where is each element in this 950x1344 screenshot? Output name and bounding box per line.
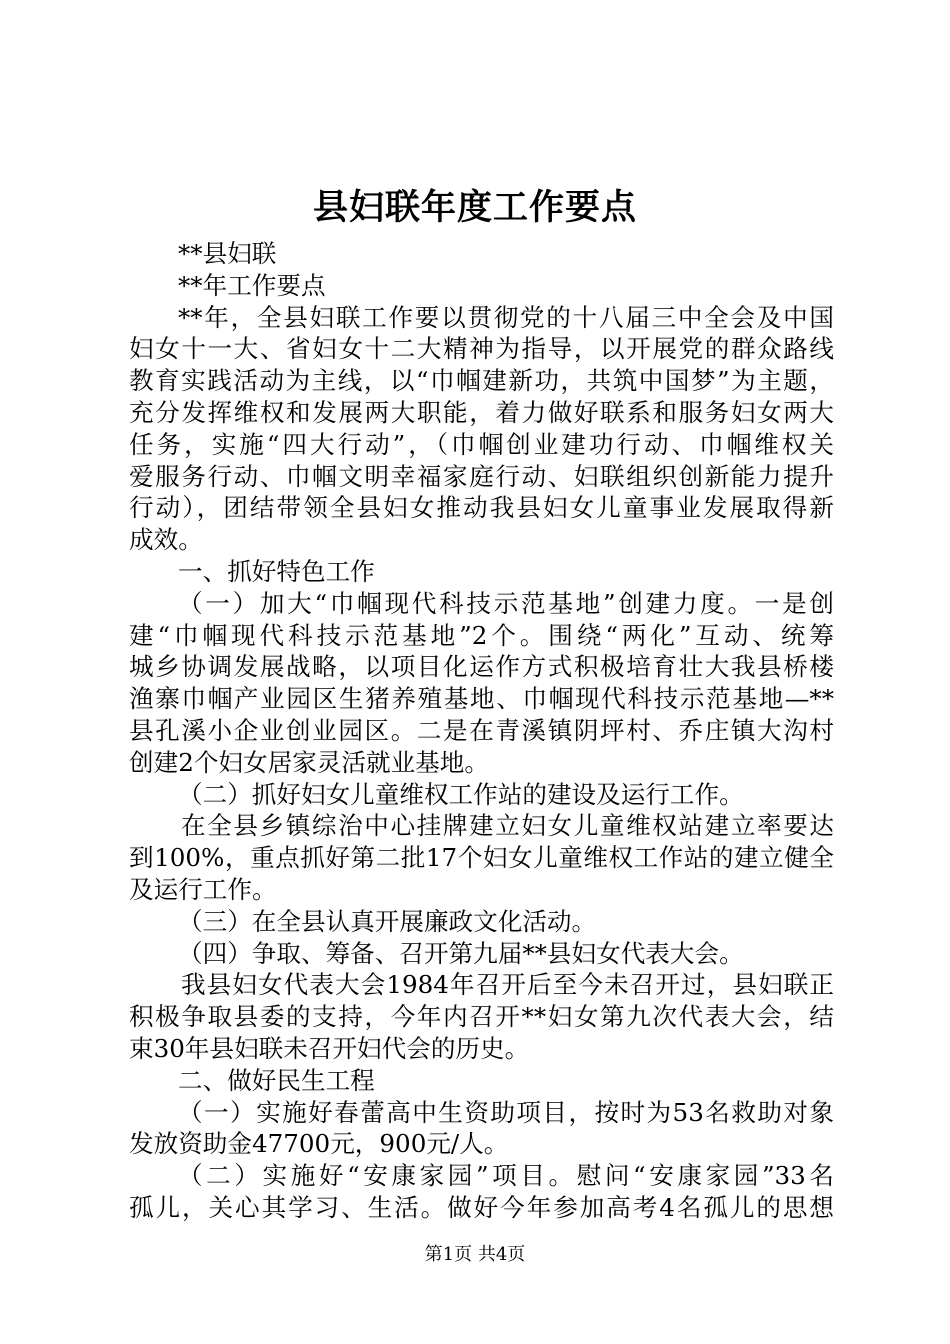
body-line: 积极争取县委的支持，今年内召开**妇女第九次代表大会，结 xyxy=(129,1002,834,1032)
body-line: （一）实施好春蕾高中生资助项目，按时为53名救助对象 xyxy=(178,1097,834,1127)
body-line: 发放资助金47700元，900元/人。 xyxy=(129,1129,509,1159)
body-line: （三）在全县认真开展廉政文化活动。 xyxy=(178,906,597,936)
body-line: 二、做好民生工程 xyxy=(178,1065,375,1095)
body-line: 行动），团结带领全县妇女推动我县妇女儿童事业发展取得新 xyxy=(129,493,834,523)
document-body xyxy=(129,238,834,1224)
page-footer: 第1页 共4页 xyxy=(424,1244,526,1265)
body-line: 建“巾帼现代科技示范基地”2个。围绕“两化”互动、统筹 xyxy=(129,620,834,650)
body-line: **年，全县妇联工作要以贯彻党的十八届三中全会及中国 xyxy=(178,302,834,332)
body-line: **年工作要点 xyxy=(178,270,326,300)
body-line: 任务，实施“四大行动”，（巾帼创业建功行动、巾帼维权关 xyxy=(129,429,834,459)
body-line: 我县妇女代表大会1984年召开后至今未召开过，县妇联正 xyxy=(181,970,834,1000)
body-line: 束30年县妇联未召开妇代会的历史。 xyxy=(129,1033,530,1063)
body-line: 一、抓好特色工作 xyxy=(178,556,375,586)
body-line: 教育实践活动为主线，以“巾帼建新功，共筑中国梦”为主题， xyxy=(129,366,834,396)
body-line: 城乡协调发展战略，以项目化运作方式积极培育壮大我县桥楼 xyxy=(129,652,834,682)
body-line: 妇女十一大、省妇女十二大精神为指导，以开展党的群众路线 xyxy=(129,334,834,364)
body-line: **县妇联 xyxy=(178,239,277,268)
body-line: （一）加大“巾帼现代科技示范基地”创建力度。一是创 xyxy=(178,588,834,618)
body-line: 县孔溪小企业创业园区。二是在青溪镇阴坪村、乔庄镇大沟村 xyxy=(129,715,834,745)
body-line: 到100%，重点抓好第二批17个妇女儿童维权工作站的建立健全 xyxy=(129,843,834,873)
body-line: 成效。 xyxy=(129,525,203,555)
body-line: 创建2个妇女居家灵活就业基地。 xyxy=(129,747,489,777)
body-line: 孤儿，关心其学习、生活。做好今年参加高考4名孤儿的思想 xyxy=(129,1192,834,1222)
body-line: 渔寨巾帼产业园区生猪养殖基地、巾帼现代科技示范基地—** xyxy=(129,684,834,714)
body-line: （四）争取、筹备、召开第九届**县妇女代表大会。 xyxy=(178,938,744,968)
body-line: 爱服务行动、巾帼文明幸福家庭行动、妇联组织创新能力提升 xyxy=(129,461,834,491)
body-line: 充分发挥维权和发展两大职能，着力做好联系和服务妇女两大 xyxy=(129,397,834,427)
body-line: （二）抓好妇女儿童维权工作站的建设及运行工作。 xyxy=(178,779,744,809)
body-line: 及运行工作。 xyxy=(129,874,277,904)
document-title: 县妇联年度工作要点 xyxy=(312,187,637,228)
body-line: （二）实施好“安康家园”项目。慰问“安康家园”33名 xyxy=(178,1161,834,1191)
body-line: 在全县乡镇综治中心挂牌建立妇女儿童维权站建立率要达 xyxy=(181,811,834,841)
